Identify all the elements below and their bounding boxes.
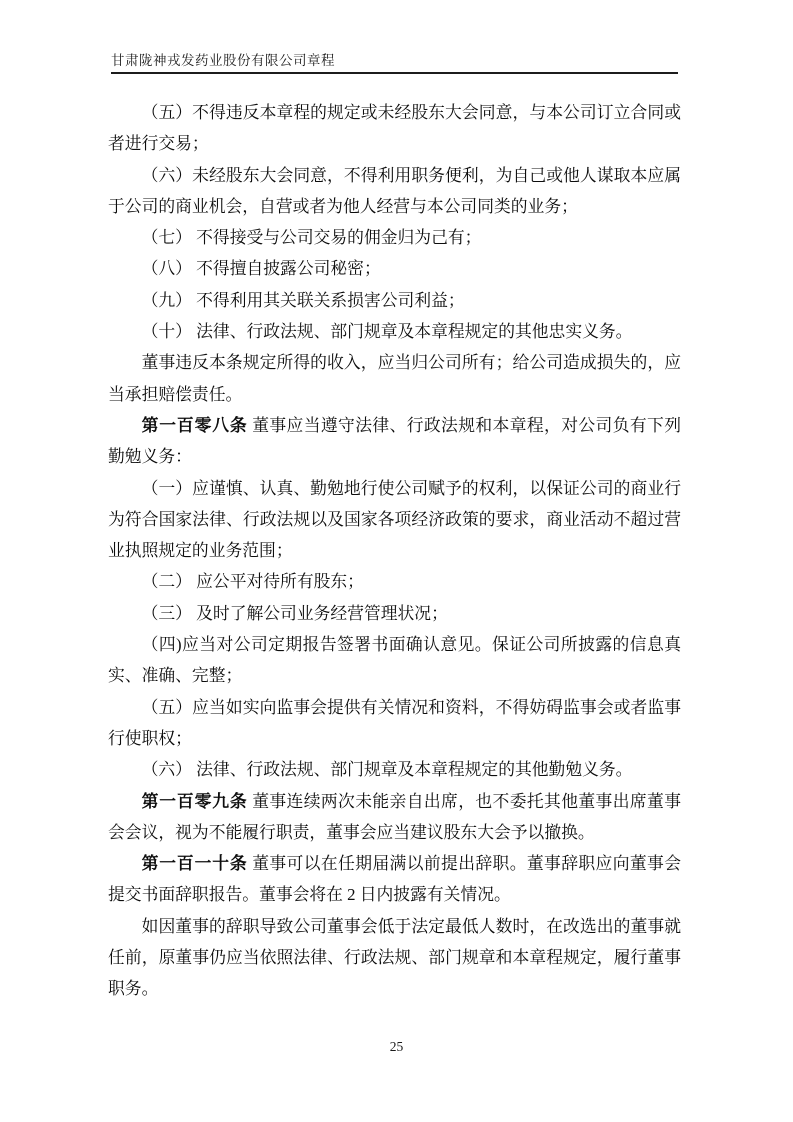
article-number: 第一百一十条: [141, 854, 248, 874]
paragraph: 董事违反本条规定所得的收入，应当归公司所有；给公司造成损失的，应当承担赔偿责任。: [108, 353, 681, 404]
paragraph: 第一百零八条 董事应当遵守法律、行政法规和本章程，对公司负有下列勤勉义务：: [108, 415, 681, 467]
paragraph: （三） 及时了解公司业务经营管理状况；: [141, 603, 448, 623]
paragraph: （五）应当如实向监事会提供有关情况和资料，不得妨碍监事会或者监事行使职权；: [108, 697, 681, 748]
paragraph: （六） 法律、行政法规、部门规章及本章程规定的其他勤勉义务。: [141, 760, 633, 780]
header-title: 甘肃陇神戎发药业股份有限公司章程: [111, 53, 335, 68]
page-footer: [0, 1039, 793, 1055]
article-number: 第一百零八条: [141, 415, 248, 435]
paragraph: （九） 不得利用其关联关系损害公司利益；: [141, 290, 465, 310]
paragraph: （五）不得违反本章程的规定或未经股东大会同意，与本公司订立合同或者进行交易；: [108, 103, 681, 154]
paragraph: （七） 不得接受与公司交易的佣金归为己有；: [141, 228, 482, 248]
document-body: [108, 97, 681, 1005]
paragraph: 第一百零九条 董事连续两次未能亲自出席，也不委托其他董事出席董事会会议，视为不能履行职责，董事会应当建议股东大会予以撤换。: [108, 791, 681, 842]
page-header: [111, 53, 678, 74]
paragraph: （六）未经股东大会同意，不得利用职务便利，为自己或他人谋取本应属于公司的商业机会，自营或者为他人经营与本公司同类的业务；: [108, 165, 681, 216]
page-number: 25: [389, 1039, 404, 1054]
paragraph: （一）应谨慎、认真、勤勉地行使公司赋予的权利，以保证公司的商业行为符合国家法律、行政法规以及国家各项经济政策的要求，商业活动不超过营业执照规定的业务范围；: [108, 478, 681, 561]
paragraph: （八） 不得擅自披露公司秘密；: [141, 259, 381, 279]
paragraph: 如因董事的辞职导致公司董事会低于法定最低人数时，在改选出的董事就任前，原董事仍应当依照法律、行政法规、部门规章和本章程规定，履行董事职务。: [108, 916, 681, 999]
paragraph: 第一百一十条 董事可以在任期届满以前提出辞职。董事辞职应向董事会提交书面辞职报告。董事会将在 2 日内披露有关情况。: [108, 854, 681, 905]
article-number: 第一百零九条: [141, 791, 248, 811]
paragraph: （十） 法律、行政法规、部门规章及本章程规定的其他忠实义务。: [141, 322, 633, 342]
paragraph: （二） 应公平对待所有股东；: [141, 572, 364, 592]
paragraph: （四)应当对公司定期报告签署书面确认意见。保证公司所披露的信息真实、准确、完整；: [108, 635, 681, 686]
